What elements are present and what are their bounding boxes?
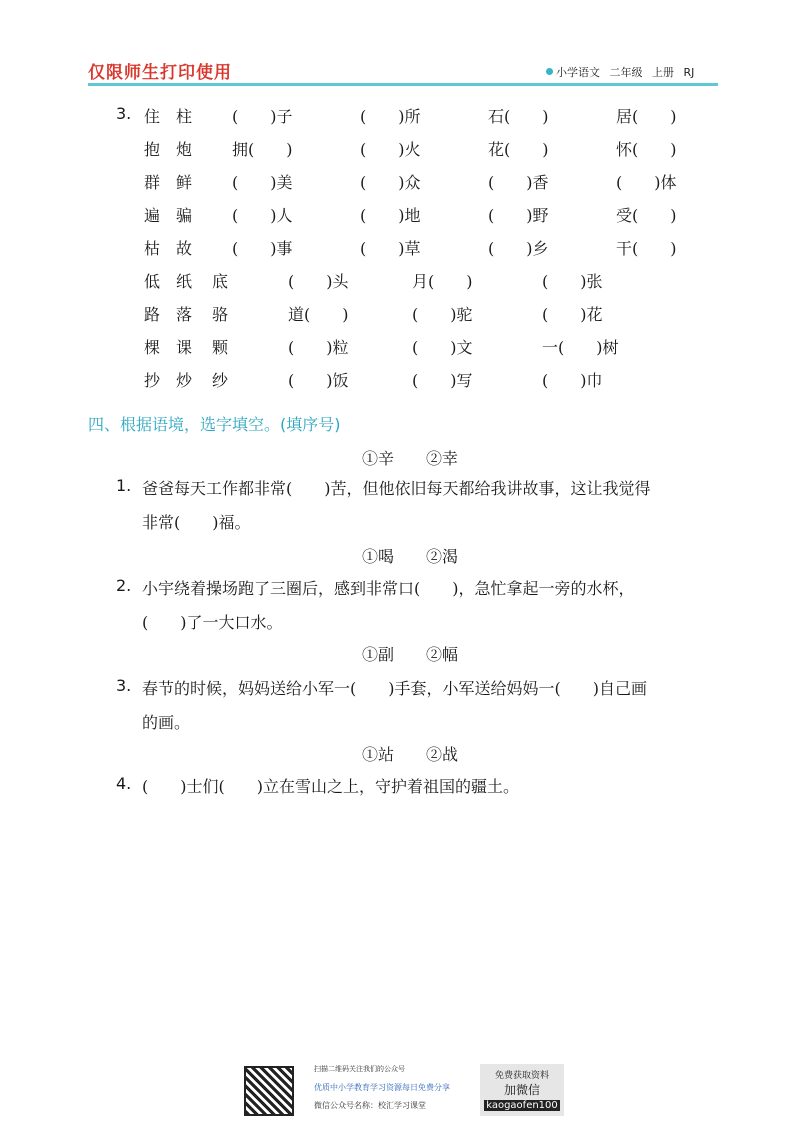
- footer-box-line-2: 加微信: [503, 1083, 540, 1097]
- fill-blank-item[interactable]: ( )驼: [412, 305, 473, 324]
- char-group-item: 柱: [176, 107, 193, 126]
- char-group-item: 课: [176, 338, 193, 357]
- fill-blank-item[interactable]: ( )花: [542, 305, 603, 324]
- char-group-item: 路: [144, 305, 161, 324]
- question-text-line-2[interactable]: 的画。: [142, 713, 191, 732]
- char-group-item: 棵: [144, 338, 161, 357]
- fill-blank-item[interactable]: ( )所: [360, 107, 421, 126]
- char-group-item: 炮: [176, 140, 193, 159]
- char-group-item: 故: [176, 239, 193, 258]
- exercise-3-number: 3.: [116, 104, 132, 123]
- footer-box-line-1: 免费获取资料: [494, 1071, 549, 1081]
- header-divider-right: [540, 83, 718, 86]
- choice-options: ①喝 ②渴: [362, 547, 459, 566]
- fill-blank-item[interactable]: ( )子: [232, 107, 293, 126]
- char-group-item: 群: [144, 173, 161, 192]
- footer-contact-box: [480, 1064, 564, 1116]
- char-group-item: 颗: [212, 338, 229, 357]
- choice-options: ①站 ②战: [362, 745, 459, 764]
- fill-blank-item[interactable]: 月( ): [412, 272, 473, 291]
- fill-blank-item[interactable]: ( )地: [360, 206, 421, 225]
- char-group-item: 枯: [144, 239, 161, 258]
- char-group-item: 抱: [144, 140, 161, 159]
- fill-blank-item[interactable]: 石( ): [488, 107, 549, 126]
- bullet-dot-icon: [546, 68, 553, 75]
- footer-box-line-3: kaogaofen100: [484, 1100, 560, 1111]
- char-group-item: 骗: [176, 206, 193, 225]
- footer: [244, 1060, 564, 1120]
- footer-line-1: 扫描二维码关注我们的公众号: [314, 1065, 405, 1073]
- fill-blank-item[interactable]: ( )文: [412, 338, 473, 357]
- fill-blank-item[interactable]: 拥( ): [232, 140, 293, 159]
- question-text-line-1[interactable]: ( )士们( )立在雪山之上，守护着祖国的疆土。: [142, 777, 519, 796]
- fill-blank-item[interactable]: ( )香: [488, 173, 549, 192]
- char-group-item: 遍: [144, 206, 161, 225]
- header-left-label: 仅限师生打印使用: [88, 63, 232, 83]
- fill-blank-item[interactable]: ( )草: [360, 239, 421, 258]
- header-divider: [88, 83, 540, 86]
- char-group-item: 纱: [212, 371, 229, 390]
- char-group-item: 落: [176, 305, 193, 324]
- footer-line-3: 微信公众号名称：校汇学习课堂: [314, 1101, 426, 1110]
- footer-line-2: 优质中小学教育学习资源每日免费分享: [314, 1083, 450, 1092]
- fill-blank-item[interactable]: ( )写: [412, 371, 473, 390]
- char-group-item: 底: [212, 272, 229, 291]
- question-text-line-1[interactable]: 春节的时候，妈妈送给小军一( )手套，小军送给妈妈一( )自己画: [142, 679, 647, 698]
- fill-blank-item[interactable]: ( )张: [542, 272, 603, 291]
- fill-blank-item[interactable]: ( )美: [232, 173, 293, 192]
- question-number: 4.: [116, 774, 132, 793]
- fill-blank-item[interactable]: 一( )树: [542, 338, 619, 357]
- question-text-line-2[interactable]: ( )了一大口水。: [142, 613, 283, 632]
- fill-blank-item[interactable]: 居( ): [616, 107, 677, 126]
- question-number: 1.: [116, 476, 132, 495]
- fill-blank-item[interactable]: 道( ): [288, 305, 349, 324]
- question-number: 3.: [116, 676, 132, 695]
- qr-code-icon: [244, 1066, 294, 1116]
- char-group-item: 纸: [176, 272, 193, 291]
- fill-blank-item[interactable]: 干( ): [616, 239, 677, 258]
- fill-blank-item[interactable]: 花( ): [488, 140, 549, 159]
- choice-options: ①辛 ②幸: [362, 449, 459, 468]
- question-text-line-2[interactable]: 非常( )福。: [142, 513, 251, 532]
- fill-blank-item[interactable]: ( )乡: [488, 239, 549, 258]
- char-group-item: 住: [144, 107, 161, 126]
- section-4-title: 四、根据语境，选字填空。(填序号): [88, 415, 341, 434]
- fill-blank-item[interactable]: ( )人: [232, 206, 293, 225]
- header-course-text: 小学语文 二年级 上册 RJ: [556, 66, 695, 79]
- choice-options: ①副 ②幅: [362, 645, 459, 664]
- fill-blank-item[interactable]: 受( ): [616, 206, 677, 225]
- char-group-item: 抄: [144, 371, 161, 390]
- char-group-item: 骆: [212, 305, 229, 324]
- question-text-line-1[interactable]: 爸爸每天工作都非常( )苦，但他依旧每天都给我讲故事，这让我觉得: [142, 479, 651, 498]
- char-group-item: 炒: [176, 371, 193, 390]
- fill-blank-item[interactable]: ( )火: [360, 140, 421, 159]
- fill-blank-item[interactable]: ( )巾: [542, 371, 603, 390]
- header-right-label: [546, 64, 694, 80]
- char-group-item: 低: [144, 272, 161, 291]
- fill-blank-item[interactable]: ( )事: [232, 239, 293, 258]
- fill-blank-item[interactable]: 怀( ): [616, 140, 677, 159]
- fill-blank-item[interactable]: ( )众: [360, 173, 421, 192]
- fill-blank-item[interactable]: ( )野: [488, 206, 549, 225]
- question-text-line-1[interactable]: 小宇绕着操场跑了三圈后，感到非常口( )，急忙拿起一旁的水杯，: [142, 579, 635, 598]
- fill-blank-item[interactable]: ( )饭: [288, 371, 349, 390]
- question-number: 2.: [116, 576, 132, 595]
- char-group-item: 鲜: [176, 173, 193, 192]
- fill-blank-item[interactable]: ( )体: [616, 173, 677, 192]
- fill-blank-item[interactable]: ( )粒: [288, 338, 349, 357]
- fill-blank-item[interactable]: ( )头: [288, 272, 349, 291]
